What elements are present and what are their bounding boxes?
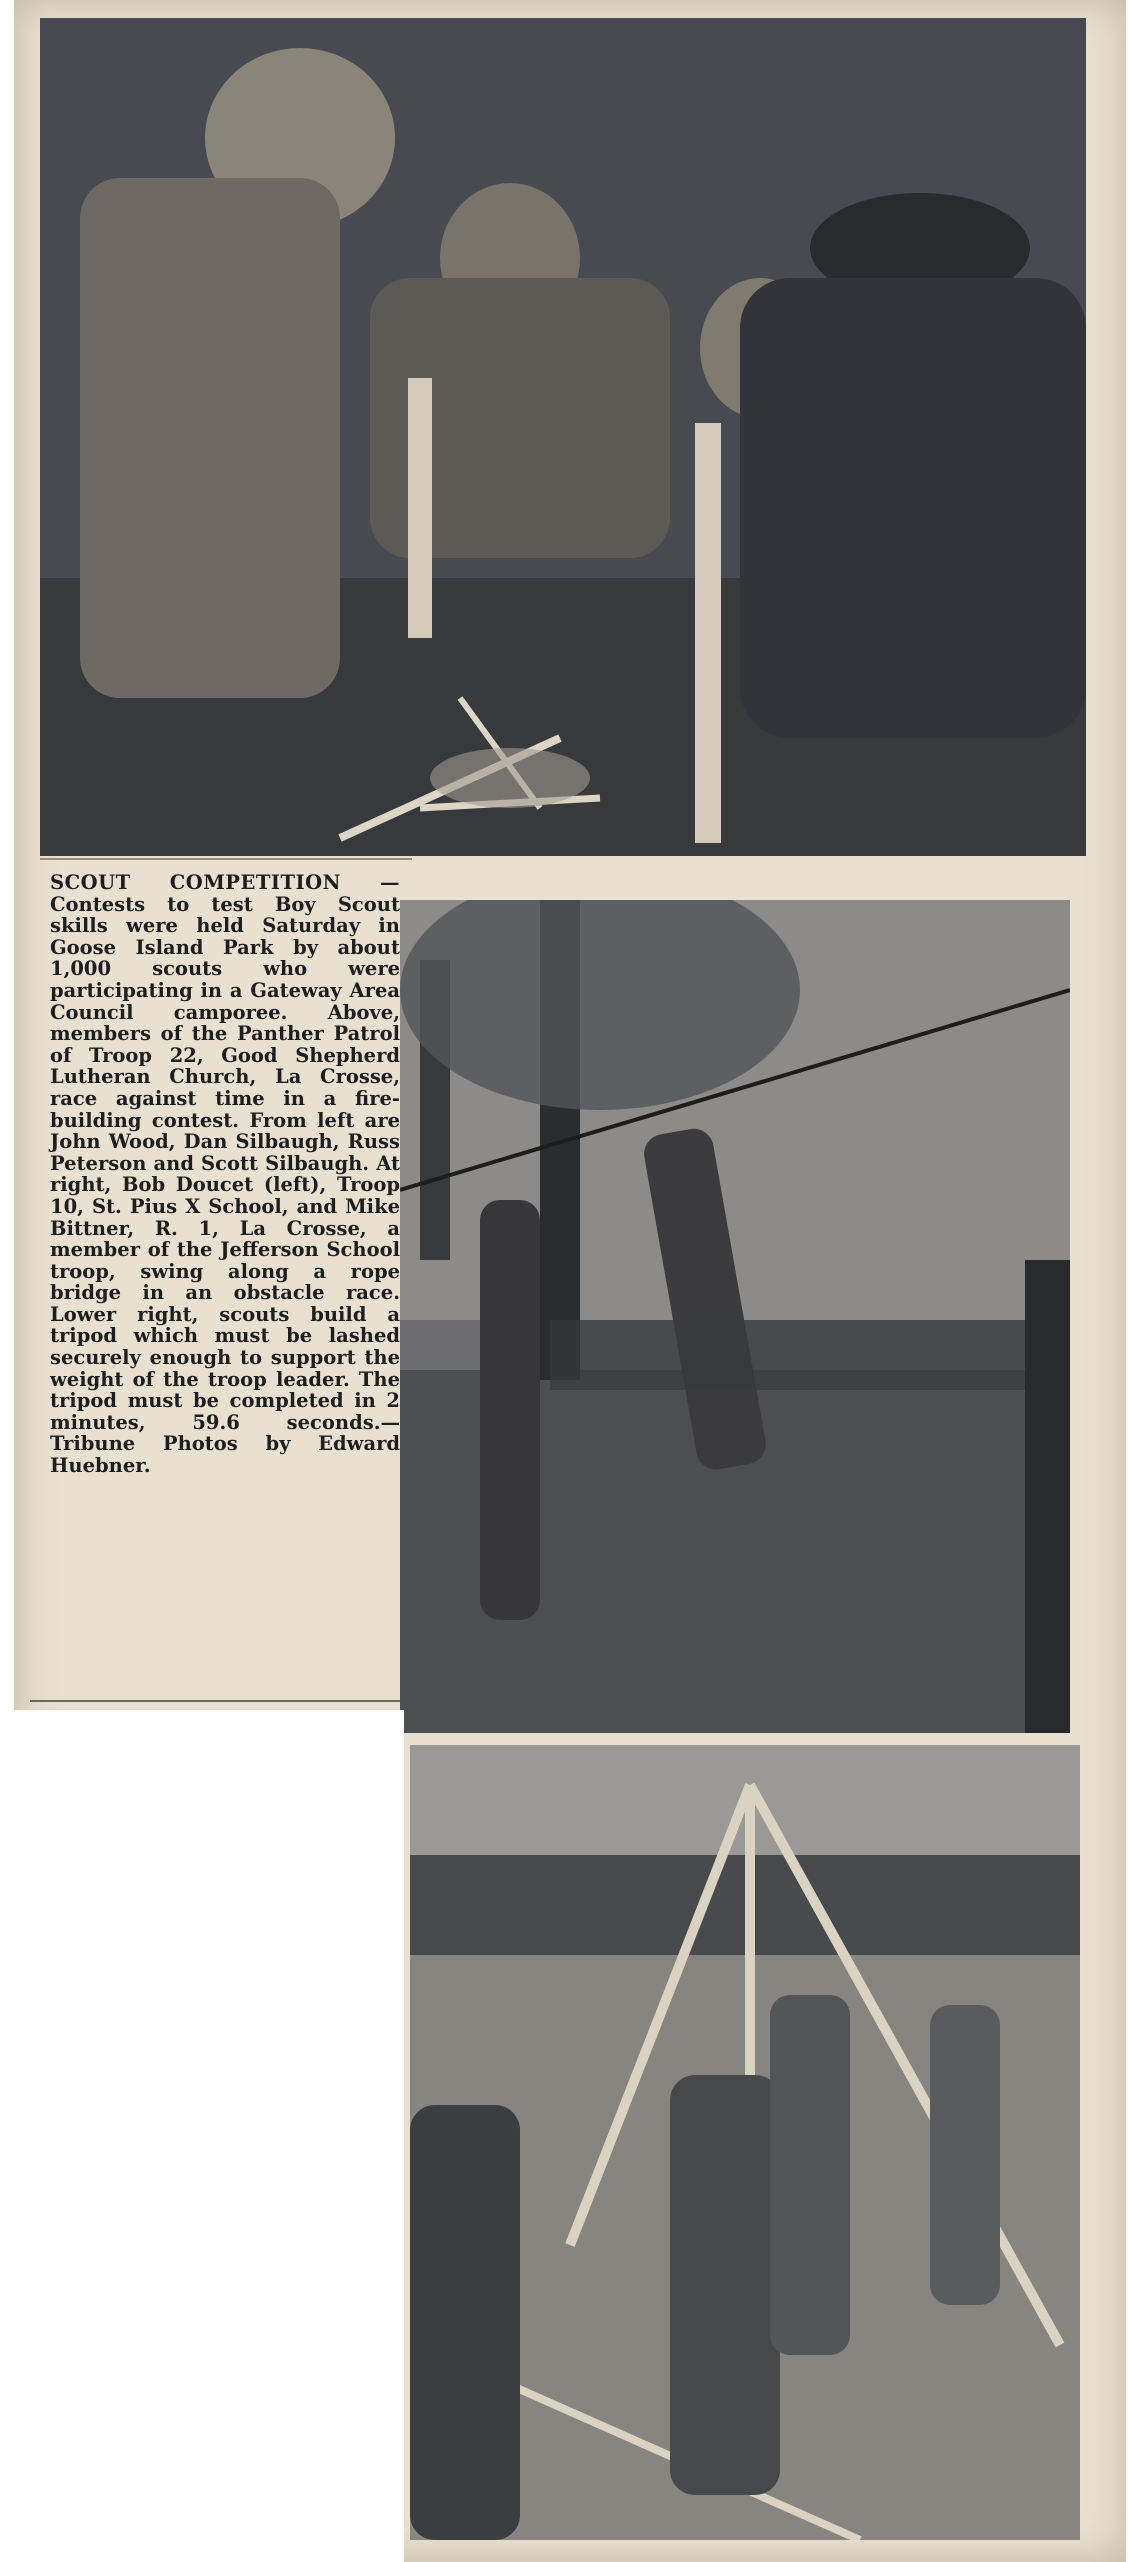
divider <box>40 858 412 860</box>
fire-building-photo <box>40 18 1086 856</box>
tripod-photo <box>410 1745 1080 2540</box>
caption-headline: SCOUT COMPETITION — <box>50 871 400 894</box>
rope-bridge-photo <box>400 900 1070 1733</box>
caption-body: Contests to test Boy Scout skills were held Saturday in Goose Island Park by about 1,000 scouts who were participating in a Gateway Area Council camporee. Above, members of the Panther Patrol of Troop 22, Good Shepherd Lutheran Church, La Crosse, race against time in a fire-building contest. From left are John Wood, Dan Silbaugh, Russ Peterson and Scott Silbaugh. At right, Bob Doucet (left), Troop 10, St. Pius X School, and Mike Bittner, R. 1, La Crosse, a member of the Jefferson School troop, swing along a rope bridge in an obstacle race. Lower right, scouts build a tripod which must be lashed securely enough to support the weight of the troop leader. The tripod must be completed in 2 minutes, 59.6 seconds.—Tribune Photos by Edward Huebner. <box>50 892 400 1478</box>
tripod-scene <box>410 1745 1080 2540</box>
photo-caption <box>50 872 400 1477</box>
blank-area <box>14 1710 404 2562</box>
divider <box>30 1700 410 1702</box>
rope-bridge-scene <box>400 900 1070 1733</box>
fire-building-scene <box>40 18 1086 856</box>
